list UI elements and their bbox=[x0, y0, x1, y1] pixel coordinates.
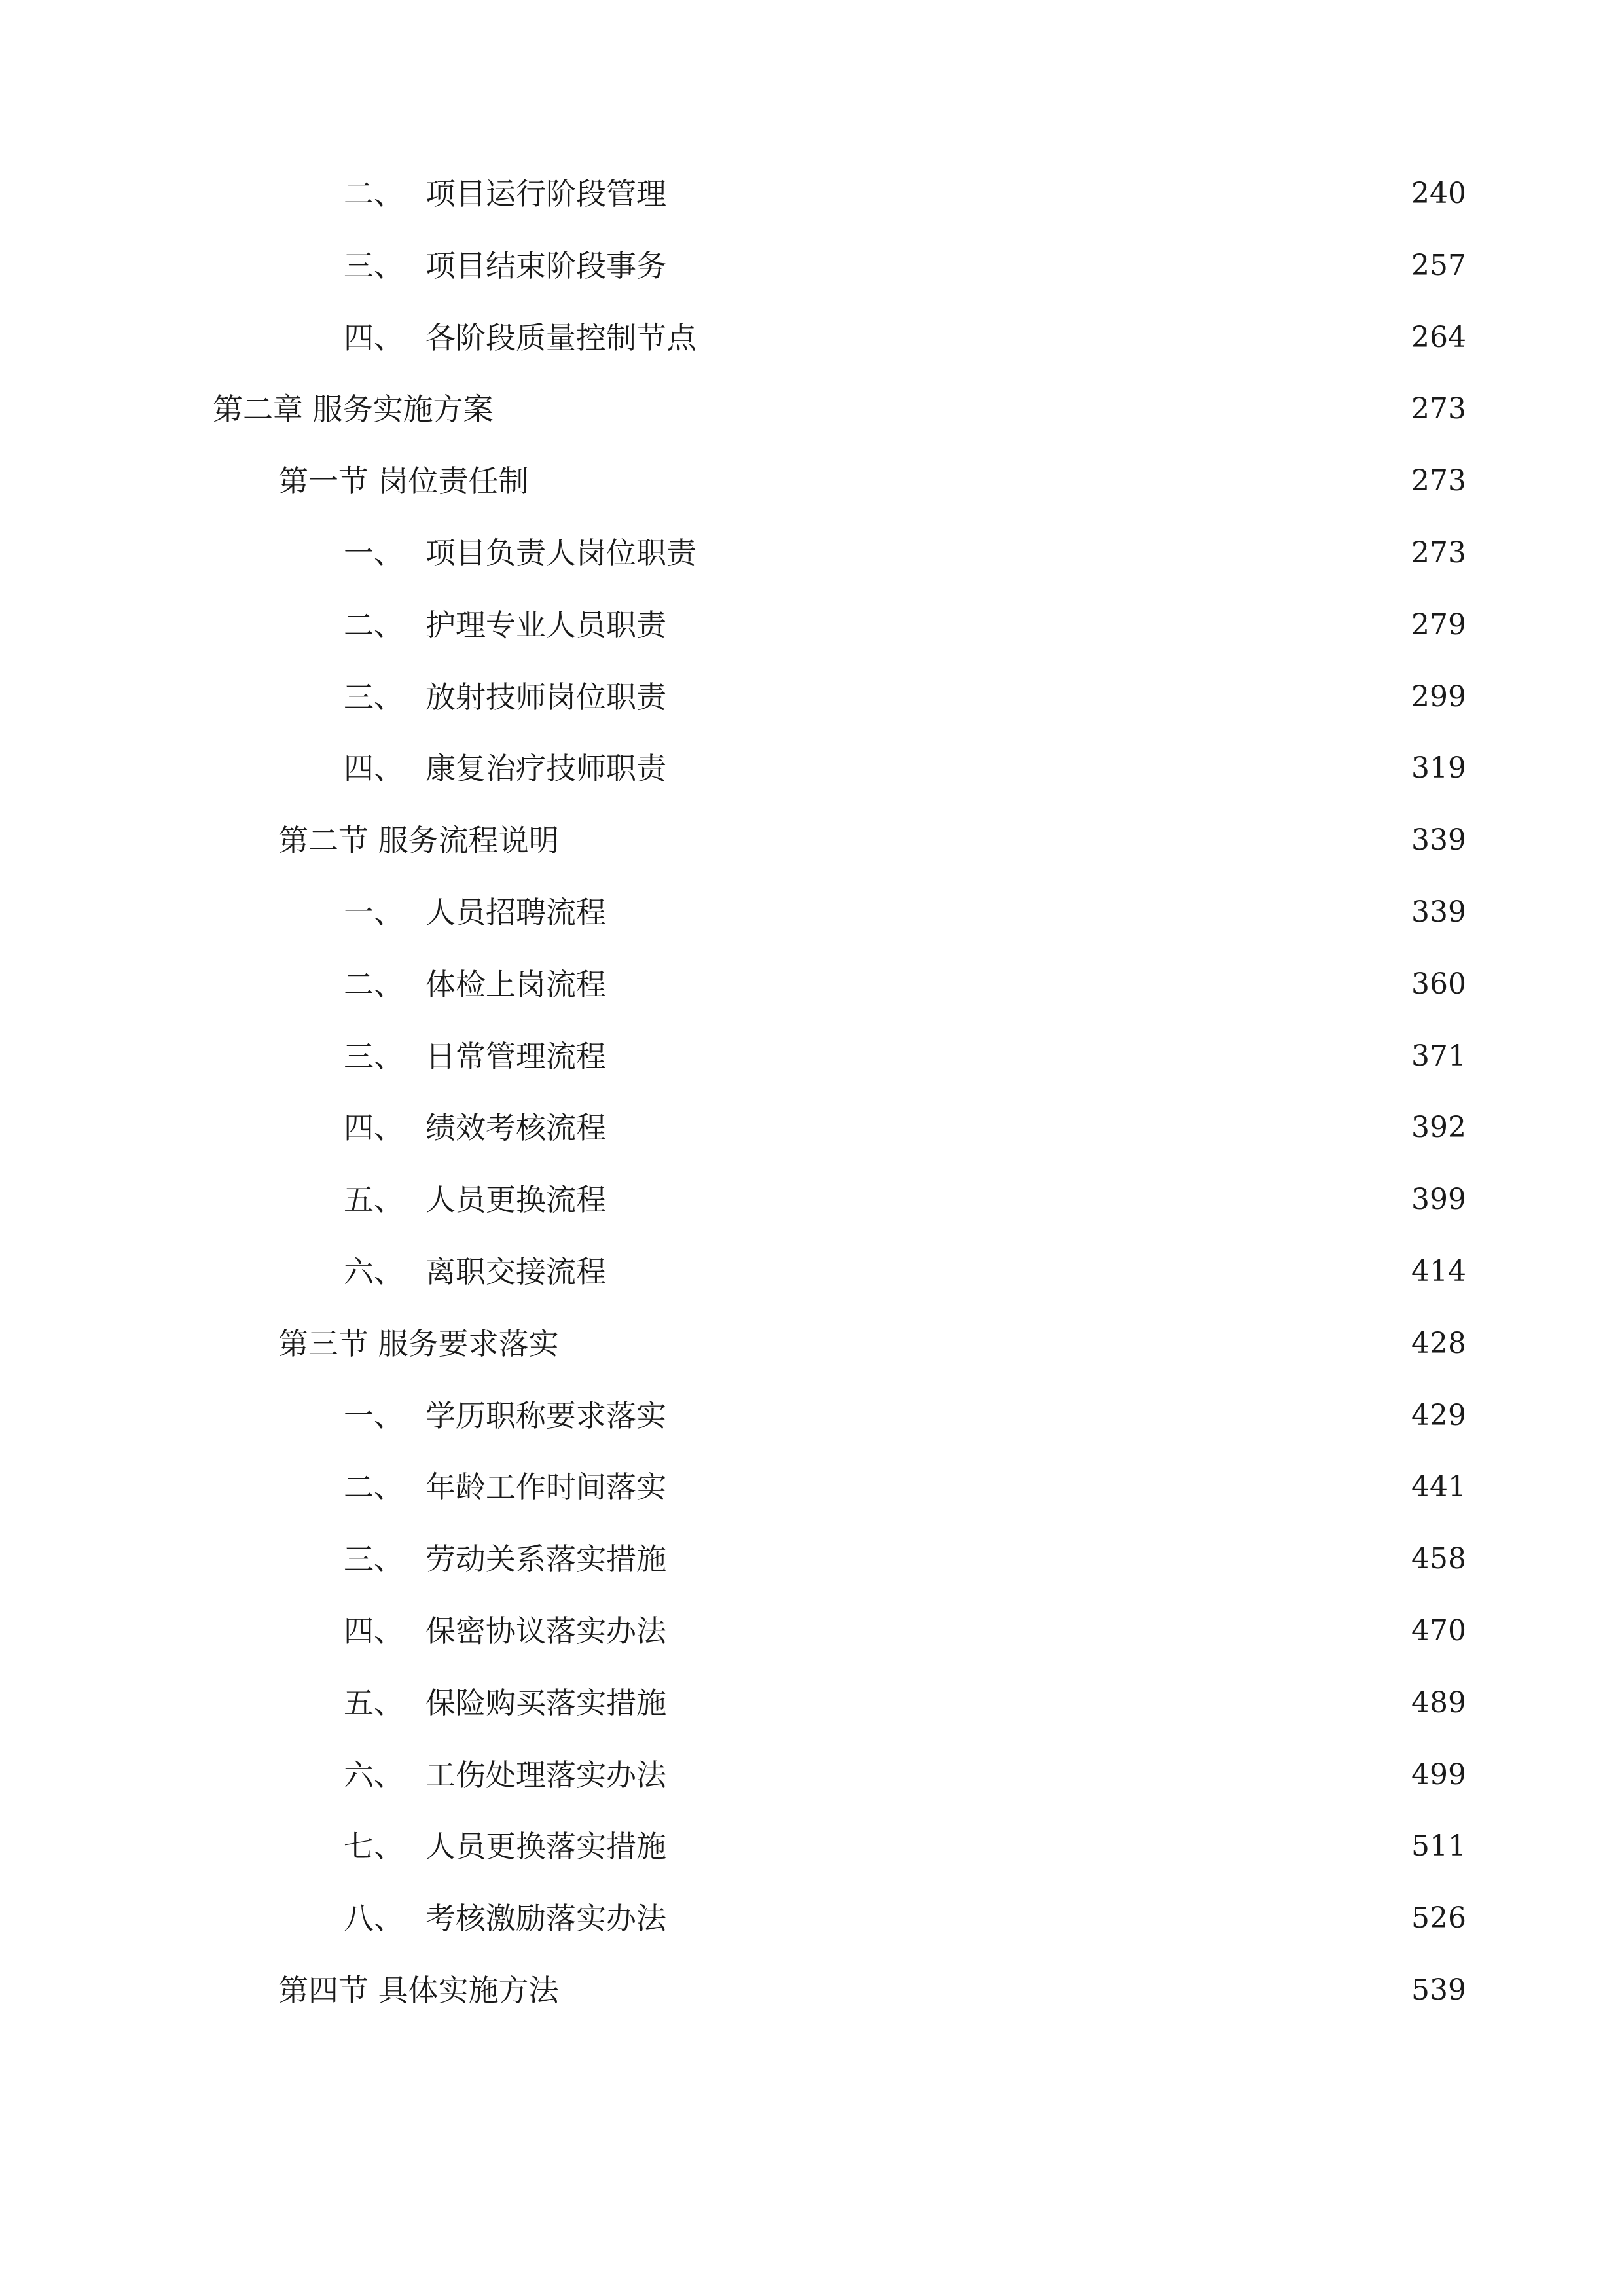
toc-item-title: 离职交接流程 bbox=[425, 1254, 606, 1289]
toc-section-title: 第三节 服务要求落实 bbox=[278, 1326, 559, 1361]
toc-item-entry[interactable] bbox=[344, 1892, 1466, 1945]
toc-page-number: 273 bbox=[1411, 392, 1466, 425]
toc-item-entry[interactable] bbox=[344, 1677, 1466, 1729]
dot-leader bbox=[681, 1605, 1397, 1657]
toc-item-entry[interactable] bbox=[344, 1461, 1466, 1513]
toc-page-number: 526 bbox=[1411, 1901, 1466, 1935]
toc-item-number: 一、 bbox=[344, 895, 404, 930]
toc-item-number: 一、 bbox=[344, 1398, 404, 1433]
toc-item-title: 保密协议落实办法 bbox=[425, 1613, 666, 1649]
dot-leader bbox=[681, 1390, 1397, 1442]
toc-item-title: 各阶段质量控制节点 bbox=[425, 320, 696, 355]
dot-leader bbox=[681, 599, 1397, 651]
toc-item-entry[interactable] bbox=[344, 1605, 1466, 1657]
toc-item-entry[interactable] bbox=[344, 671, 1466, 723]
toc-item-title: 项目负责人岗位职责 bbox=[425, 535, 696, 571]
toc-page-number: 339 bbox=[1411, 895, 1466, 929]
toc-item-entry[interactable] bbox=[344, 1820, 1466, 1873]
toc-item-entry[interactable] bbox=[344, 886, 1466, 939]
dot-leader bbox=[573, 1964, 1397, 2017]
toc-item-title: 劳动关系落实措施 bbox=[425, 1541, 666, 1577]
toc-item-number: 一、 bbox=[344, 535, 404, 571]
dot-leader bbox=[573, 814, 1397, 867]
toc-page-number: 499 bbox=[1411, 1758, 1466, 1791]
toc-item-title: 考核激励落实办法 bbox=[425, 1901, 666, 1936]
toc-item-title: 日常管理流程 bbox=[425, 1039, 606, 1074]
toc-section-title: 第一节 岗位责任制 bbox=[278, 463, 529, 499]
toc-item-title: 保险购买落实措施 bbox=[425, 1685, 666, 1721]
toc-item-title: 体检上岗流程 bbox=[425, 967, 606, 1002]
dot-leader bbox=[621, 1030, 1397, 1083]
toc-page-number: 279 bbox=[1411, 608, 1466, 641]
toc-item-entry[interactable] bbox=[344, 1030, 1466, 1083]
dot-leader bbox=[711, 527, 1397, 579]
toc-page-number: 511 bbox=[1411, 1829, 1466, 1863]
dot-leader bbox=[621, 886, 1397, 939]
toc-item-number: 六、 bbox=[344, 1757, 404, 1793]
toc-page-number: 299 bbox=[1411, 680, 1466, 713]
toc-page-number: 414 bbox=[1411, 1255, 1466, 1288]
toc-item-number: 五、 bbox=[344, 1685, 404, 1721]
toc-item-title: 人员更换流程 bbox=[425, 1182, 606, 1217]
toc-item-number: 七、 bbox=[344, 1829, 404, 1864]
toc-item-number: 三、 bbox=[344, 248, 404, 283]
dot-leader bbox=[681, 168, 1397, 220]
toc-page-number: 489 bbox=[1411, 1686, 1466, 1719]
dot-leader bbox=[621, 1174, 1397, 1226]
toc-section-entry[interactable] bbox=[278, 814, 1466, 867]
toc-item-number: 四、 bbox=[344, 751, 404, 786]
toc-item-number: 三、 bbox=[344, 1541, 404, 1577]
toc-section-entry[interactable] bbox=[278, 455, 1466, 507]
toc-item-entry[interactable] bbox=[344, 1749, 1466, 1801]
toc-item-entry[interactable] bbox=[344, 1246, 1466, 1298]
toc-item-number: 四、 bbox=[344, 1613, 404, 1649]
toc-item-number: 二、 bbox=[344, 607, 404, 643]
toc-item-title: 项目结束阶段事务 bbox=[425, 248, 666, 283]
toc-item-entry[interactable] bbox=[344, 742, 1466, 795]
toc-page-number: 392 bbox=[1411, 1111, 1466, 1144]
dot-leader bbox=[681, 1820, 1397, 1873]
dot-leader bbox=[681, 1677, 1397, 1729]
toc-item-entry[interactable] bbox=[344, 1174, 1466, 1226]
toc-item-title: 人员更换落实措施 bbox=[425, 1829, 666, 1864]
toc-item-title: 年龄工作时间落实 bbox=[425, 1469, 666, 1505]
toc-page-number: 273 bbox=[1411, 464, 1466, 497]
toc-item-entry[interactable] bbox=[344, 527, 1466, 579]
toc-item-number: 八、 bbox=[344, 1901, 404, 1936]
toc-item-entry[interactable] bbox=[344, 599, 1466, 651]
toc-item-entry[interactable] bbox=[344, 1390, 1466, 1442]
toc-item-title: 绩效考核流程 bbox=[425, 1110, 606, 1145]
toc-item-title: 人员招聘流程 bbox=[425, 895, 606, 930]
toc-page-number: 458 bbox=[1411, 1542, 1466, 1575]
toc-chapter-title: 第二章 服务实施方案 bbox=[213, 391, 494, 427]
toc-page-number: 339 bbox=[1411, 823, 1466, 857]
toc-item-entry[interactable] bbox=[344, 312, 1466, 364]
toc-item-entry[interactable] bbox=[344, 168, 1466, 220]
toc-section-title: 第二节 服务流程说明 bbox=[278, 823, 559, 858]
toc-item-number: 三、 bbox=[344, 1039, 404, 1074]
toc-item-entry[interactable] bbox=[344, 1533, 1466, 1585]
dot-leader bbox=[573, 1318, 1397, 1370]
toc-item-entry[interactable] bbox=[344, 240, 1466, 292]
toc-item-title: 工伤处理落实办法 bbox=[425, 1757, 666, 1793]
dot-leader bbox=[681, 240, 1397, 292]
dot-leader bbox=[681, 1461, 1397, 1513]
dot-leader bbox=[508, 383, 1397, 435]
toc-item-title: 学历职称要求落实 bbox=[425, 1398, 666, 1433]
dot-leader bbox=[621, 1246, 1397, 1298]
toc-item-title: 项目运行阶段管理 bbox=[425, 176, 666, 211]
toc-item-number: 四、 bbox=[344, 1110, 404, 1145]
dot-leader bbox=[711, 312, 1397, 364]
dot-leader bbox=[621, 958, 1397, 1011]
toc-page-number: 273 bbox=[1411, 536, 1466, 569]
toc-item-number: 二、 bbox=[344, 176, 404, 211]
toc-item-entry[interactable] bbox=[344, 1102, 1466, 1154]
toc-page-number: 371 bbox=[1411, 1039, 1466, 1073]
toc-item-entry[interactable] bbox=[344, 958, 1466, 1011]
toc-item-title: 放射技师岗位职责 bbox=[425, 679, 666, 715]
toc-chapter-entry[interactable] bbox=[213, 383, 1466, 435]
toc-item-title: 康复治疗技师职责 bbox=[425, 751, 666, 786]
dot-leader bbox=[543, 455, 1397, 507]
toc-page-number: 264 bbox=[1411, 321, 1466, 354]
toc-page-number: 319 bbox=[1411, 751, 1466, 785]
toc-page-number: 257 bbox=[1411, 249, 1466, 282]
toc-page-number: 360 bbox=[1411, 967, 1466, 1001]
dot-leader bbox=[681, 1533, 1397, 1585]
toc-page-number: 441 bbox=[1411, 1470, 1466, 1503]
toc-page-number: 470 bbox=[1411, 1614, 1466, 1647]
dot-leader bbox=[681, 1749, 1397, 1801]
toc-section-entry[interactable] bbox=[278, 1318, 1466, 1370]
dot-leader bbox=[681, 742, 1397, 795]
dot-leader bbox=[681, 1892, 1397, 1945]
toc-section-title: 第四节 具体实施方法 bbox=[278, 1973, 559, 2008]
toc-page-number: 240 bbox=[1411, 177, 1466, 210]
toc-page-number: 399 bbox=[1411, 1183, 1466, 1216]
toc-item-number: 四、 bbox=[344, 320, 404, 355]
toc-page-number: 428 bbox=[1411, 1327, 1466, 1360]
dot-leader bbox=[681, 671, 1397, 723]
dot-leader bbox=[621, 1102, 1397, 1154]
toc-item-number: 五、 bbox=[344, 1182, 404, 1217]
toc-page-number: 539 bbox=[1411, 1973, 1466, 2007]
toc-item-number: 二、 bbox=[344, 967, 404, 1002]
toc-item-number: 二、 bbox=[344, 1469, 404, 1505]
toc-page-number: 429 bbox=[1411, 1399, 1466, 1432]
toc-item-title: 护理专业人员职责 bbox=[425, 607, 666, 643]
toc-item-number: 三、 bbox=[344, 679, 404, 715]
toc-item-number: 六、 bbox=[344, 1254, 404, 1289]
toc-section-entry[interactable] bbox=[278, 1964, 1466, 2017]
